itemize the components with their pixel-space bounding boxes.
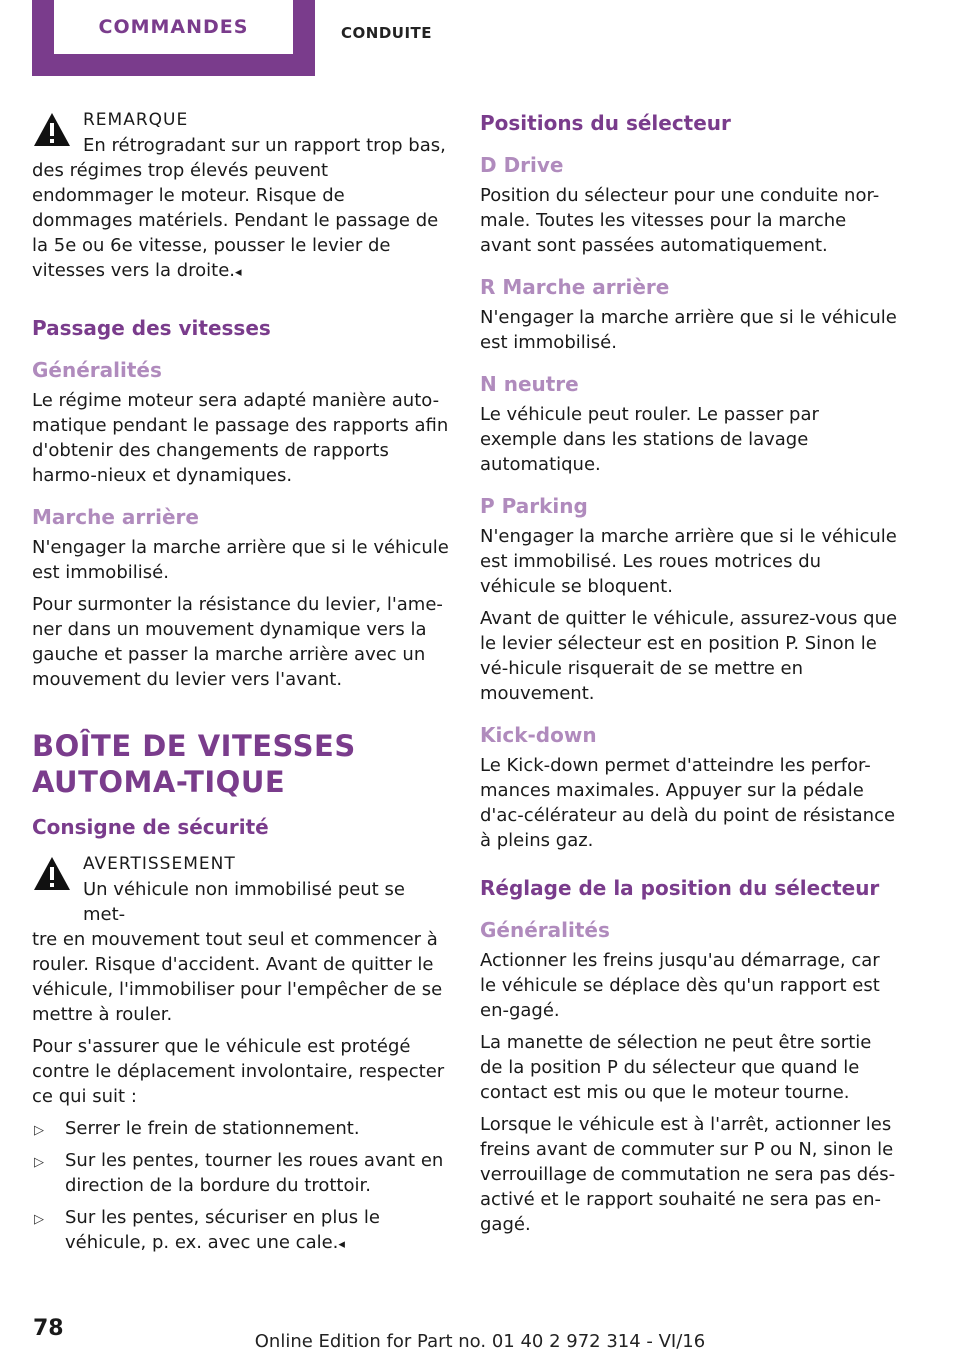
- paragraph-p-parking-1: N'engager la marche arrière que si le véhicule est immobilisé. Les roues motrices du véhicule se bloquent.: [480, 526, 897, 597]
- heading-generalites: Généralités: [32, 358, 162, 382]
- chapter-title-boite-automatique: BOÎTE DE VITESSES AUTOMA-TIQUE: [32, 729, 356, 799]
- header-tab-commandes[interactable]: [32, 0, 315, 76]
- paragraph-assurer: Pour s'assurer que le véhicule est protégé contre le déplacement involontaire, respecter ce qui suit :: [32, 1036, 445, 1107]
- warning-triangle-icon: [32, 854, 72, 894]
- paragraph-marche-arriere-1: N'engager la marche arrière que si le véhicule est immobilisé.: [32, 537, 449, 583]
- heading-kick-down: Kick-down: [480, 723, 597, 747]
- header-tab-conduite[interactable]: CONDUITE: [341, 24, 433, 42]
- list-item: ▷ Serrer le frein de stationnement.: [32, 1116, 450, 1141]
- paragraph-generalites: Le régime moteur sera adapté manière auto-matique pendant le passage des rapports afin d'obtenir des changements de rapports harmo-nieux et dynamiques.: [32, 390, 449, 486]
- avertissement-first-line: Un véhicule non immobilisé peut se met-: [83, 879, 405, 925]
- bullet-triangle-icon: ▷: [34, 1123, 44, 1138]
- paragraph-r-marche-arriere: N'engager la marche arrière que si le véhicule est immobilisé.: [480, 307, 897, 353]
- heading-reglage-position: Réglage de la position du sélecteur: [480, 876, 880, 900]
- list-item: ▷ Sur les pentes, sécuriser en plus le véhicule, p. ex. avec une cale.◂: [34, 1207, 380, 1253]
- paragraph-n-neutre: Le véhicule peut rouler. Le passer par exemple dans les stations de lavage automatique.: [480, 404, 819, 475]
- right-column: [480, 108, 898, 1244]
- paragraph-kick-down: Le Kick-down permet d'atteindre les perfor-mances maximales. Appuyer sur la pédale d'ac-célérateur au delà du point de résistance à pleins gaz.: [480, 755, 896, 851]
- heading-d-drive: D Drive: [480, 153, 564, 177]
- bullet-list: [32, 1116, 450, 1257]
- footer-edition: Online Edition for Part no. 01 40 2 972 314 - VI/16: [254, 1331, 706, 1352]
- avertissement-title: AVERTISSEMENT: [83, 854, 236, 874]
- paragraph-reglage-3: Lorsque le véhicule est à l'arrêt, actionner les freins avant de commuter sur P ou N, sinon le verrouillage de commutation ne sera pas dés-activé et le rapport souhaité ne sera pas en-gagé.: [480, 1114, 896, 1235]
- heading-consigne-securite: Consigne de sécurité: [32, 815, 269, 839]
- warning-triangle-icon: [32, 110, 72, 150]
- page-number: 78: [33, 1316, 64, 1341]
- remarque-first-line: En rétrogradant sur un rapport trop bas,: [83, 135, 446, 156]
- end-mark: ◂: [338, 1237, 345, 1252]
- paragraph-reglage-2: La manette de sélection ne peut être sortie de la position P du sélecteur que quand le contact est mis ou que le moteur tourne.: [480, 1032, 872, 1103]
- bullet-triangle-icon: ▷: [34, 1212, 44, 1227]
- heading-positions-selecteur: Positions du sélecteur: [480, 111, 731, 135]
- tab-commandes-label: COMMANDES: [54, 0, 293, 54]
- paragraph-reglage-1: Actionner les freins jusqu'au démarrage, car le véhicule se déplace dès qu'un rapport est en-gagé.: [480, 950, 880, 1021]
- end-mark: ◂: [235, 265, 242, 280]
- heading-generalites-reglage: Généralités: [480, 918, 610, 942]
- paragraph-d-drive: Position du sélecteur pour une conduite nor-male. Toutes les vitesses pour la marche avant sont passées automatiquement.: [480, 185, 880, 256]
- remarque-box: [32, 108, 450, 285]
- heading-p-parking: P Parking: [480, 494, 588, 518]
- heading-marche-arriere: Marche arrière: [32, 505, 199, 529]
- remarque-text: des régimes trop élevés peuvent endommager le moteur. Risque de dommages matériels. Pendant le passage de la 5e ou 6e vitesse, pousser le levier de vitesses vers la droite.: [32, 160, 439, 281]
- heading-n-neutre: N neutre: [480, 372, 579, 396]
- list-item: ▷ Sur les pentes, tourner les roues avant en direction de la bordure du trottoir.: [34, 1150, 444, 1196]
- left-column: [32, 108, 450, 1264]
- remarque-title: REMARQUE: [83, 110, 189, 130]
- bullet-triangle-icon: ▷: [34, 1155, 44, 1170]
- heading-passage-vitesses: Passage des vitesses: [32, 316, 271, 340]
- paragraph-marche-arriere-2: Pour surmonter la résistance du levier, l'ame-ner dans un mouvement dynamique vers la gauche et passer la marche arrière avec un mouvement du levier vers l'avant.: [32, 594, 443, 690]
- avertissement-text: tre en mouvement tout seul et commencer à rouler. Risque d'accident. Avant de quitter le véhicule, l'immobiliser pour l'empêcher de se mettre à rouler.: [32, 929, 443, 1025]
- avertissement-box: [32, 852, 450, 1027]
- heading-r-marche-arriere: R Marche arrière: [480, 275, 670, 299]
- paragraph-p-parking-2: Avant de quitter le véhicule, assurez-vous que le levier sélecteur est en position P. Sinon le vé-hicule risquerait de se mettre en mouvement.: [480, 608, 898, 704]
